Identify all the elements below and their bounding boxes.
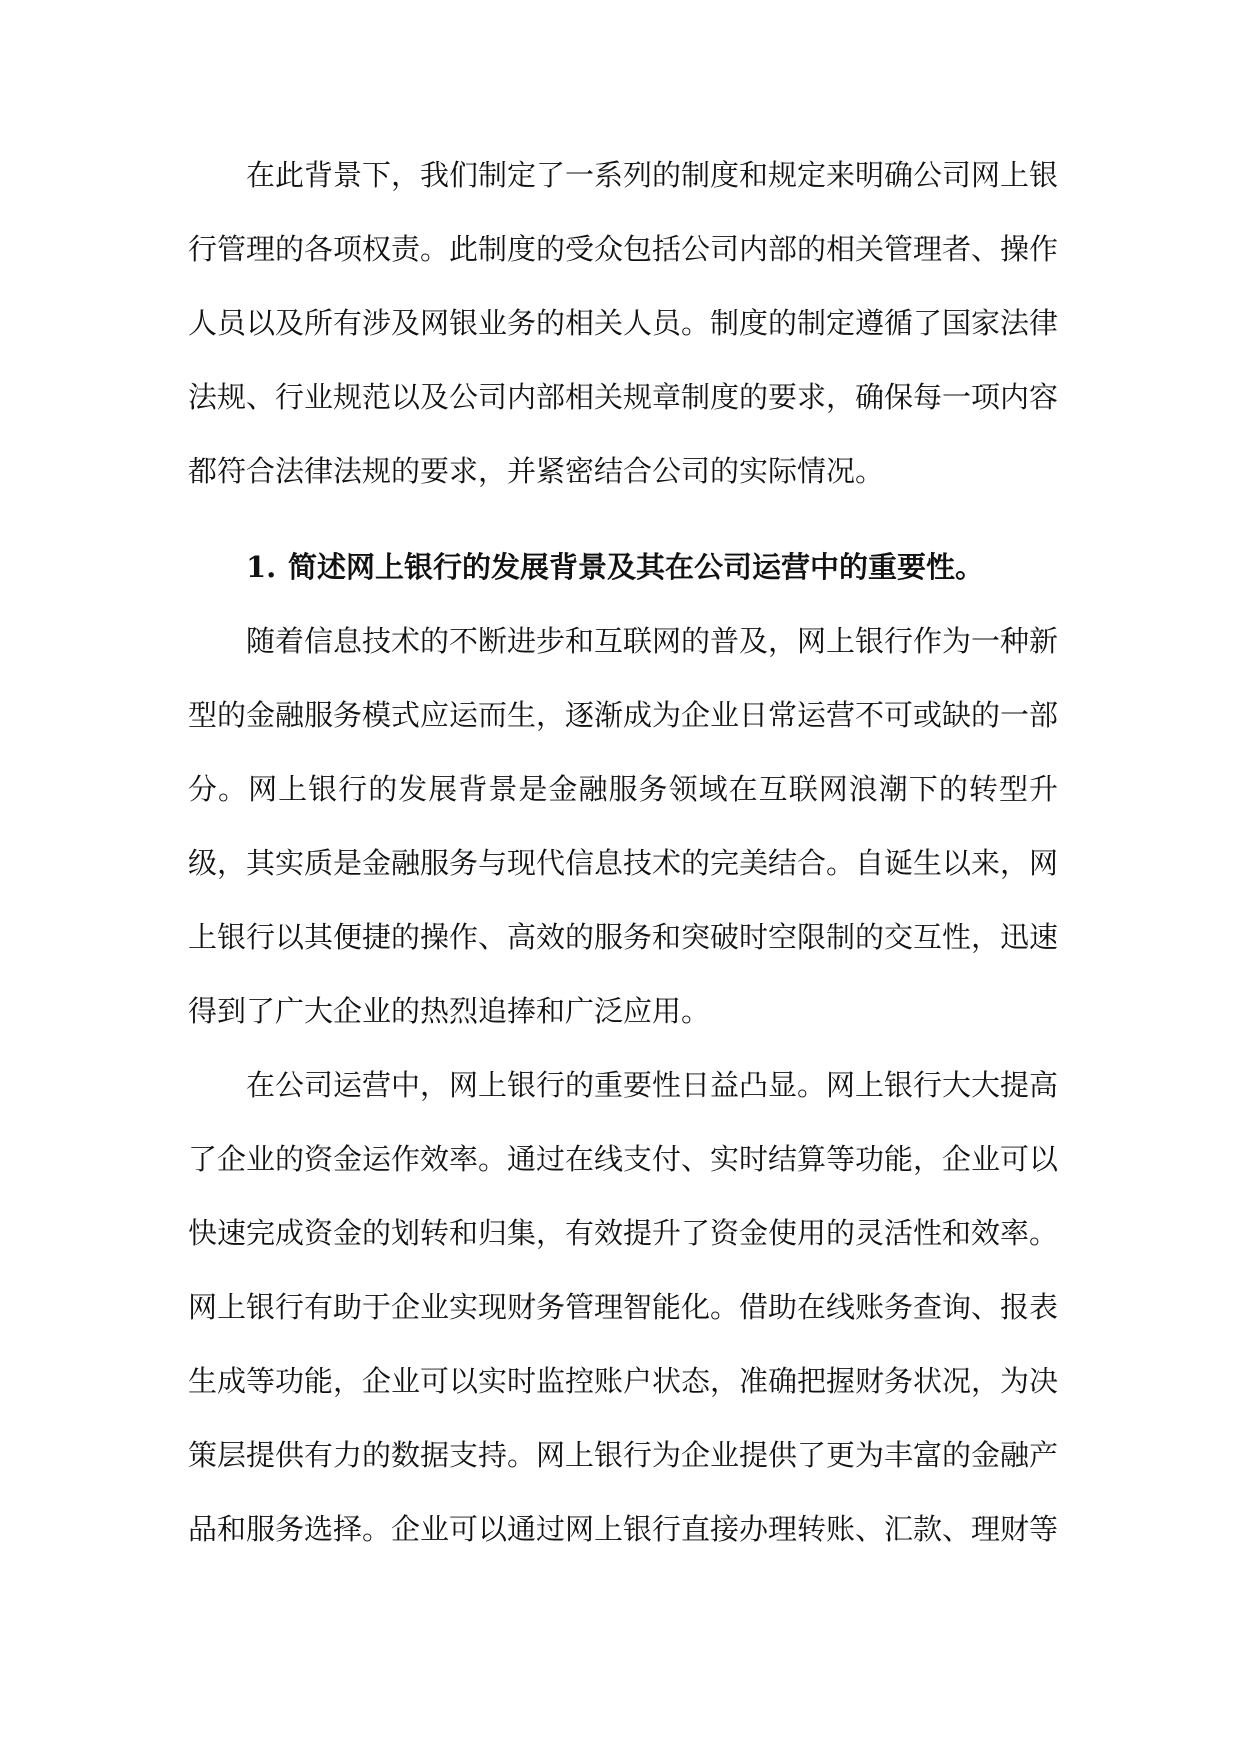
section-heading-number: 1. xyxy=(246,550,277,584)
section-heading xyxy=(188,530,1058,604)
document-body xyxy=(188,138,1058,1566)
paragraph-background: 随着信息技术的不断进步和互联网的普及，网上银行作为一种新型的金融服务模式应运而生，逐渐成为企业日常运营不可或缺的一部分。网上银行的发展背景是金融服务领域在互联网浪潮下的转型升级，其实质是金融服务与现代信息技术的完美结合。自诞生以来，网上银行以其便捷的操作、高效的服务和突破时空限制的交互性，迅速得到了广大企业的热烈追捧和广泛应用。 xyxy=(188,624,1059,1028)
paragraph-intro: 在此背景下，我们制定了一系列的制度和规定来明确公司网上银行管理的各项权责。此制度的受众包括公司内部的相关管理者、操作人员以及所有涉及网银业务的相关人员。制度的制定遵循了国家法律法规、行业规范以及公司内部相关规章制度的要求，确保每一项内容都符合法律法规的要求，并紧密结合公司的实际情况。 xyxy=(188,158,1059,488)
section-heading-text: 简述网上银行的发展背景及其在公司运营中的重要性。 xyxy=(288,550,985,584)
paragraph-importance: 在公司运营中，网上银行的重要性日益凸显。网上银行大大提高了企业的资金运作效率。通过在线支付、实时结算等功能，企业可以快速完成资金的划转和归集，有效提升了资金使用的灵活性和效率。网上银行有助于企业实现财务管理智能化。借助在线账务查询、报表生成等功能，企业可以实时监控账户状态，准确把握财务状况，为决策层提供有力的数据支持。网上银行为企业提供了更为丰富的金融产品和服务选择。企业可以通过网上银行直接办理转账、汇款、理财等 xyxy=(188,1068,1059,1546)
